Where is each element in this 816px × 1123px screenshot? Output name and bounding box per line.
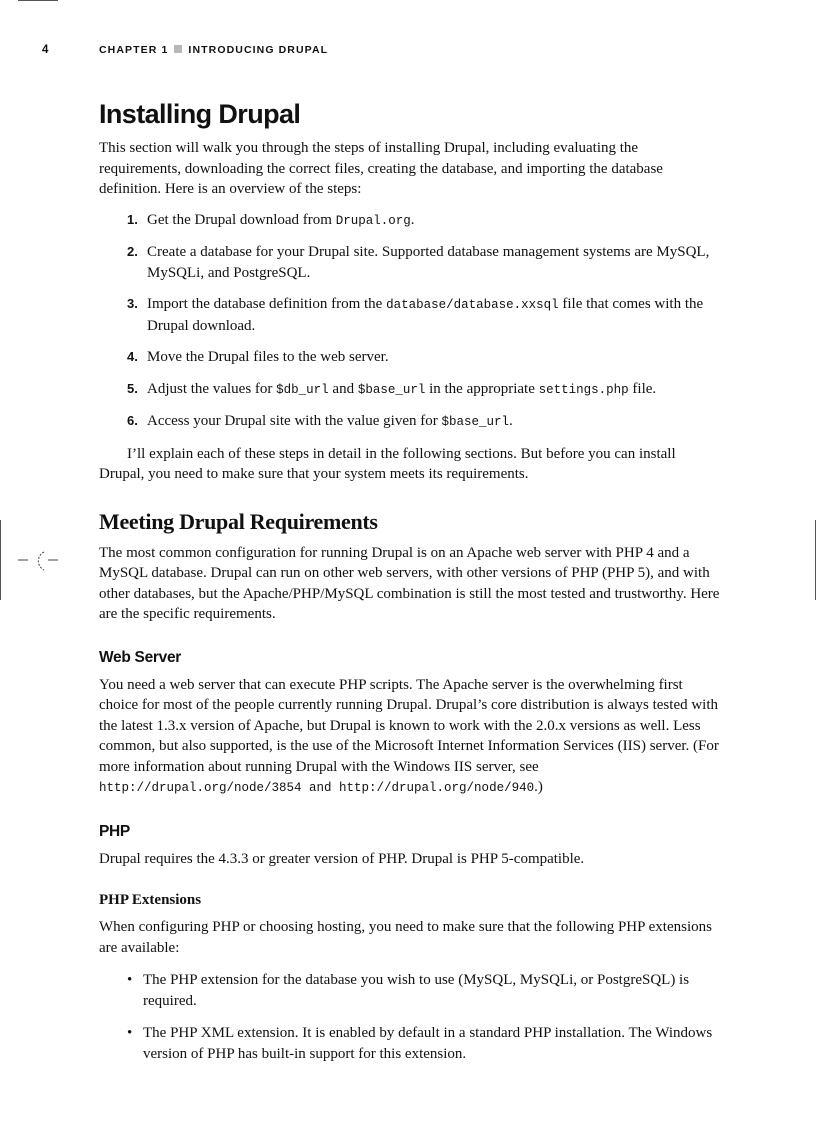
requirements-intro: The most common configuration for running Drupal is on an Apache web server with PHP 4 and a MySQL database. Drupal can run on other web servers, with other versions of PHP (PHP 5), and with other databases, but the Apache/PHP/MySQL combination is still the most tested and trustworthy. Here are the specific requirements.	[99, 544, 720, 622]
separator-square-icon	[174, 45, 182, 53]
web-server-text: You need a web server that can execute PHP scripts. The Apache server is the overwhelming first choice for most of the people currently running Drupal. Drupal’s core distribution is always tested with the latest 1.3.x version of Apache, but Drupal is known to work with the 2.0.x versions as well. Less common, but also supported, is the use of the Microsoft Internet Information Services (IIS) server. (For more information about running Drupal with the Windows IIS server, see http://drupal.org/node/3854 and http://drupal.org/node/940.)	[99, 676, 719, 795]
list-item: 5. Adjust the values for $db_url and $base_url in the appropriate settings.php file.	[99, 379, 721, 401]
code-text: $db_url	[276, 382, 329, 397]
step-number: 6.	[127, 413, 138, 428]
extensions-intro: When configuring PHP or choosing hosting, you need to make sure that the following PHP extensions are available:	[99, 919, 712, 956]
section-title-installing: Installing Drupal	[99, 99, 301, 129]
steps-list	[99, 210, 721, 433]
php-text: Drupal requires the 4.3.3 or greater version of PHP. Drupal is PHP 5-compatible.	[99, 850, 585, 867]
step-number: 5.	[127, 380, 138, 396]
step-number: 3.	[127, 296, 138, 311]
code-text: $base_url	[441, 415, 510, 429]
crop-mark-left	[0, 520, 1, 600]
code-text: database/database.xxsql	[386, 298, 559, 312]
list-item: 4. Move the Drupal files to the web server.	[99, 347, 721, 368]
extensions-list	[99, 970, 721, 1064]
chapter-title: INTRODUCING DRUPAL	[188, 44, 329, 56]
running-header	[0, 44, 816, 58]
subsection-title-php: PHP	[99, 822, 130, 840]
subsection-title-php-extensions: PHP Extensions	[99, 892, 202, 908]
list-item: 1. Get the Drupal download from Drupal.org.	[99, 210, 721, 232]
crop-mark-top	[18, 0, 58, 1]
list-item: • The PHP XML extension. It is enabled by default in a standard PHP installation. The Windows version of PHP has built-in support for this extension.	[127, 1025, 713, 1062]
chapter-label: CHAPTER 1	[99, 44, 169, 56]
code-text: $base_url	[357, 382, 426, 397]
list-item: 6. Access your Drupal site with the value given for $base_url.	[99, 411, 721, 433]
step-number: 4.	[127, 349, 138, 364]
list-item: 3. Import the database definition from the database/database.xxsql file that comes with the Drupal download.	[127, 296, 704, 334]
installing-intro: This section will walk you through the steps of installing Drupal, including evaluating the requirements, downloading the correct files, creating the database, and importing the database definition. Here is an overview of the steps:	[99, 140, 663, 197]
page-number: 4	[42, 44, 49, 56]
bullet-icon: •	[127, 1025, 133, 1041]
code-text: settings.php	[538, 382, 629, 397]
step-number: 1.	[127, 211, 138, 227]
code-text: Drupal.org	[335, 213, 411, 228]
registration-mark-icon	[14, 546, 64, 576]
step-number: 2.	[127, 244, 138, 259]
installing-closing: I’ll explain each of these steps in detail in the following sections. But before you can install Drupal, you need to make sure that your system meets its requirements.	[99, 445, 676, 482]
list-item: • The PHP extension for the database you wish to use (MySQL, MySQLi, or PostgreSQL) is required.	[127, 972, 690, 1009]
bullet-icon: •	[127, 972, 133, 988]
code-text: http://drupal.org/node/3854 and http://drupal.org/node/940	[99, 781, 535, 795]
page-body	[99, 96, 721, 1076]
section-title-requirements: Meeting Drupal Requirements	[99, 508, 378, 534]
chapter-heading	[99, 44, 328, 56]
subsection-title-web-server: Web Server	[99, 648, 182, 666]
list-item: 2. Create a database for your Drupal site. Supported database management systems are MySQL, MySQLi, and PostgreSQL.	[127, 244, 710, 281]
